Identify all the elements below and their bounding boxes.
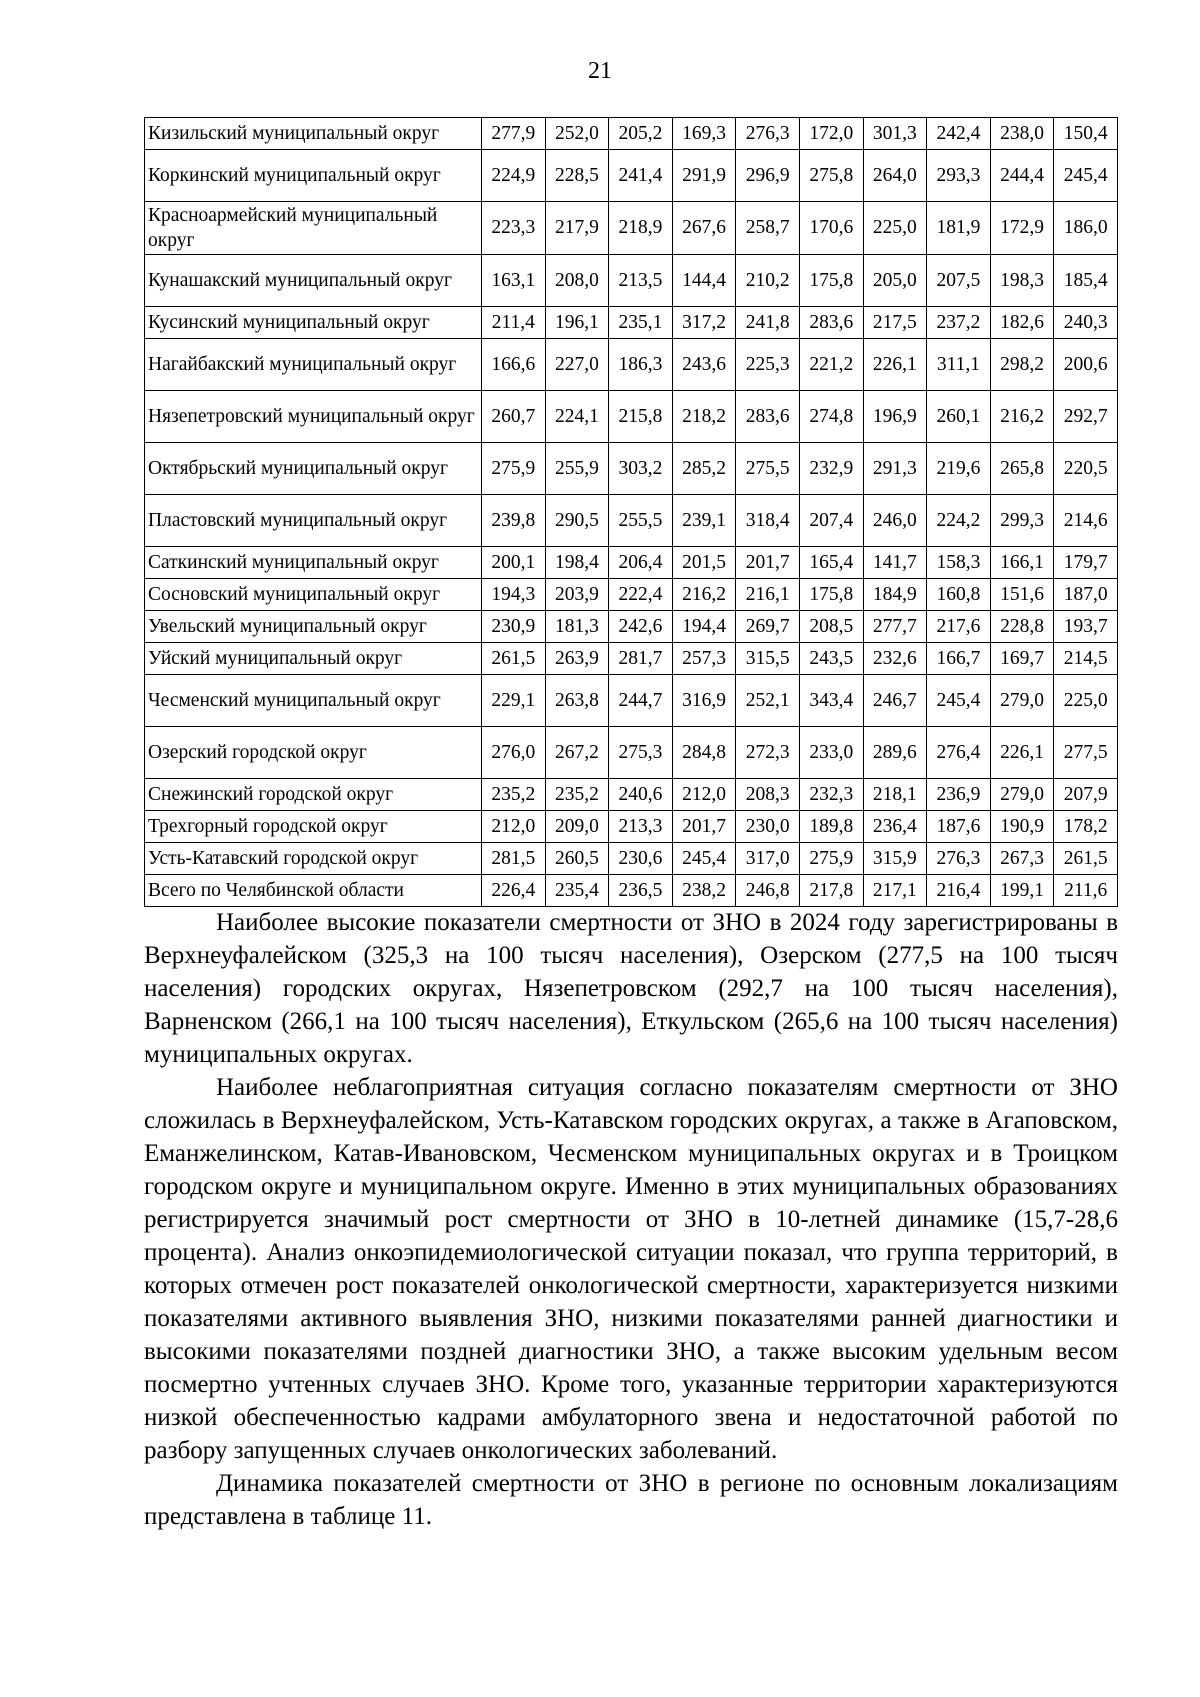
value-cell: 216,4 (927, 875, 991, 907)
value-cell: 269,7 (736, 611, 800, 643)
value-cell: 275,9 (799, 843, 863, 875)
value-cell: 201,5 (672, 547, 736, 579)
municipality-name-cell: Нязепетровский муниципальный округ (145, 391, 482, 443)
value-cell: 219,6 (927, 443, 991, 495)
value-cell: 213,3 (609, 811, 673, 843)
value-cell: 246,0 (863, 495, 927, 547)
value-cell: 225,0 (863, 202, 927, 255)
paragraph-unfavorable-situation: Наиболее неблагоприятная ситуация согласно показателям смертности от ЗНО сложилась в Верхнеуфалейском, Усть-Катавском городских округах, а также в Агаповском, Еманжелинском, Катав-Ивановском, Чесменском муниципальных округах и в Троицком городском округе и муниципальном округе. Именно в этих муниципальных образованиях регистрируется значимый рост смертности от ЗНО в 10-летней динамике (15,7-28,6 процента). Анализ онкоэпидемиологической ситуации показал, что группа территорий, в которых отмечен рост показателей онкологической смертности, характеризуется низкими показателями активного выявления ЗНО, низкими показателями ранней диагностики и высокими показателями поздней диагностики ЗНО, а также высоким удельным весом посмертно учтенных случаев ЗНО. Кроме того, указанные территории характеризуются низкой обеспеченностью кадрами амбулаторного звена и недостаточной работой по разбору запущенных случаев онкологических заболеваний. (144, 1074, 1118, 1464)
value-cell: 276,0 (482, 727, 546, 779)
value-cell: 165,4 (799, 547, 863, 579)
value-cell: 196,1 (545, 307, 609, 339)
value-cell: 235,2 (482, 779, 546, 811)
value-cell: 150,4 (1054, 118, 1118, 150)
value-cell: 211,6 (1054, 875, 1118, 907)
value-cell: 263,8 (545, 675, 609, 727)
value-cell: 217,5 (863, 307, 927, 339)
value-cell: 169,7 (990, 643, 1054, 675)
municipality-name-cell: Всего по Челябинской области (145, 875, 482, 907)
value-cell: 184,9 (863, 579, 927, 611)
value-cell: 232,9 (799, 443, 863, 495)
value-cell: 267,6 (672, 202, 736, 255)
value-cell: 229,1 (482, 675, 546, 727)
municipality-name-cell: Коркинский муниципальный округ (145, 150, 482, 202)
value-cell: 221,2 (799, 339, 863, 391)
value-cell: 215,8 (609, 391, 673, 443)
value-cell: 264,0 (863, 150, 927, 202)
value-cell: 201,7 (672, 811, 736, 843)
value-cell: 185,4 (1054, 255, 1118, 307)
page-number: 21 (588, 58, 612, 84)
value-cell: 209,0 (545, 811, 609, 843)
value-cell: 292,7 (1054, 391, 1118, 443)
value-cell: 293,3 (927, 150, 991, 202)
table-row (145, 339, 1118, 391)
value-cell: 207,5 (927, 255, 991, 307)
table-row (145, 118, 1118, 150)
value-cell: 187,6 (927, 811, 991, 843)
value-cell: 144,4 (672, 255, 736, 307)
value-cell: 255,5 (609, 495, 673, 547)
value-cell: 241,8 (736, 307, 800, 339)
municipality-name-cell: Озерский городской округ (145, 727, 482, 779)
paragraph-highest-mortality: Наиболее высокие показатели смертности от ЗНО в 2024 году зарегистрированы в Верхнеуфалейском (325,3 на 100 тысяч населения), Озерском (277,5 на 100 тысяч населения) городских округах, Нязепетровском (292,7 на 100 тысяч населения), Варненском (266,1 на 100 тысяч населения), Еткульском (265,6 на 100 тысяч населения) муниципальных округах. (144, 909, 1118, 1068)
value-cell: 208,5 (799, 611, 863, 643)
value-cell: 175,8 (799, 579, 863, 611)
value-cell: 210,2 (736, 255, 800, 307)
municipality-name-cell: Саткинский муниципальный округ (145, 547, 482, 579)
value-cell: 206,4 (609, 547, 673, 579)
value-cell: 316,9 (672, 675, 736, 727)
value-cell: 242,4 (927, 118, 991, 150)
value-cell: 290,5 (545, 495, 609, 547)
paragraph-dynamics-reference: Динамика показателей смертности от ЗНО в регионе по основным локализациям представлена в таблице 11. (144, 1470, 1118, 1530)
value-cell: 230,9 (482, 611, 546, 643)
value-cell: 299,3 (990, 495, 1054, 547)
value-cell: 317,2 (672, 307, 736, 339)
value-cell: 225,0 (1054, 675, 1118, 727)
value-cell: 276,3 (927, 843, 991, 875)
value-cell: 214,5 (1054, 643, 1118, 675)
value-cell: 267,2 (545, 727, 609, 779)
value-cell: 315,9 (863, 843, 927, 875)
value-cell: 283,6 (799, 307, 863, 339)
value-cell: 175,8 (799, 255, 863, 307)
municipality-name-cell: Чесменский муниципальный округ (145, 675, 482, 727)
value-cell: 260,5 (545, 843, 609, 875)
value-cell: 246,7 (863, 675, 927, 727)
value-cell: 181,9 (927, 202, 991, 255)
value-cell: 275,3 (609, 727, 673, 779)
value-cell: 343,4 (799, 675, 863, 727)
value-cell: 214,6 (1054, 495, 1118, 547)
municipality-name-cell: Нагайбакский муниципальный округ (145, 339, 482, 391)
value-cell: 225,3 (736, 339, 800, 391)
value-cell: 318,4 (736, 495, 800, 547)
value-cell: 187,0 (1054, 579, 1118, 611)
value-cell: 218,1 (863, 779, 927, 811)
value-cell: 198,3 (990, 255, 1054, 307)
value-cell: 281,5 (482, 843, 546, 875)
table-row (145, 202, 1118, 255)
value-cell: 207,9 (1054, 779, 1118, 811)
table-row (145, 643, 1118, 675)
value-cell: 212,0 (672, 779, 736, 811)
value-cell: 260,7 (482, 391, 546, 443)
value-cell: 160,8 (927, 579, 991, 611)
value-cell: 243,5 (799, 643, 863, 675)
value-cell: 276,4 (927, 727, 991, 779)
value-cell: 291,3 (863, 443, 927, 495)
table-row (145, 547, 1118, 579)
value-cell: 242,6 (609, 611, 673, 643)
value-cell: 303,2 (609, 443, 673, 495)
value-cell: 244,4 (990, 150, 1054, 202)
value-cell: 186,3 (609, 339, 673, 391)
value-cell: 228,8 (990, 611, 1054, 643)
value-cell: 158,3 (927, 547, 991, 579)
body-text (144, 906, 1118, 1533)
value-cell: 240,6 (609, 779, 673, 811)
value-cell: 279,0 (990, 779, 1054, 811)
municipality-name-cell: Уйский муниципальный округ (145, 643, 482, 675)
value-cell: 205,2 (609, 118, 673, 150)
value-cell: 283,6 (736, 391, 800, 443)
value-cell: 224,9 (482, 150, 546, 202)
value-cell: 151,6 (990, 579, 1054, 611)
municipality-name-cell: Кусинский муниципальный округ (145, 307, 482, 339)
value-cell: 252,0 (545, 118, 609, 150)
value-cell: 311,1 (927, 339, 991, 391)
value-cell: 216,2 (990, 391, 1054, 443)
table-row (145, 675, 1118, 727)
municipality-name-cell: Трехгорный городской округ (145, 811, 482, 843)
value-cell: 172,0 (799, 118, 863, 150)
table-row (145, 579, 1118, 611)
value-cell: 194,4 (672, 611, 736, 643)
municipality-name-cell: Красноармейский муниципальный округ (145, 202, 482, 255)
value-cell: 201,7 (736, 547, 800, 579)
table-row (145, 611, 1118, 643)
value-cell: 277,7 (863, 611, 927, 643)
value-cell: 216,2 (672, 579, 736, 611)
table-row (145, 255, 1118, 307)
value-cell: 284,8 (672, 727, 736, 779)
value-cell: 232,6 (863, 643, 927, 675)
value-cell: 141,7 (863, 547, 927, 579)
value-cell: 218,9 (609, 202, 673, 255)
value-cell: 212,0 (482, 811, 546, 843)
value-cell: 200,6 (1054, 339, 1118, 391)
mortality-table (144, 117, 1118, 907)
value-cell: 226,4 (482, 875, 546, 907)
value-cell: 217,9 (545, 202, 609, 255)
value-cell: 263,9 (545, 643, 609, 675)
table-row (145, 843, 1118, 875)
value-cell: 236,9 (927, 779, 991, 811)
value-cell: 199,1 (990, 875, 1054, 907)
value-cell: 198,4 (545, 547, 609, 579)
value-cell: 208,3 (736, 779, 800, 811)
value-cell: 166,6 (482, 339, 546, 391)
value-cell: 216,1 (736, 579, 800, 611)
value-cell: 194,3 (482, 579, 546, 611)
value-cell: 236,5 (609, 875, 673, 907)
table-row (145, 495, 1118, 547)
value-cell: 172,9 (990, 202, 1054, 255)
value-cell: 217,8 (799, 875, 863, 907)
value-cell: 208,0 (545, 255, 609, 307)
value-cell: 179,7 (1054, 547, 1118, 579)
value-cell: 265,8 (990, 443, 1054, 495)
municipality-name-cell: Увельский муниципальный округ (145, 611, 482, 643)
table-row (145, 443, 1118, 495)
table-row (145, 811, 1118, 843)
value-cell: 226,1 (990, 727, 1054, 779)
value-cell: 277,9 (482, 118, 546, 150)
value-cell: 275,5 (736, 443, 800, 495)
value-cell: 252,1 (736, 675, 800, 727)
table-row (145, 875, 1118, 907)
value-cell: 245,4 (1054, 150, 1118, 202)
value-cell: 267,3 (990, 843, 1054, 875)
value-cell: 230,0 (736, 811, 800, 843)
value-cell: 279,0 (990, 675, 1054, 727)
value-cell: 189,8 (799, 811, 863, 843)
municipality-name-cell: Октябрьский муниципальный округ (145, 443, 482, 495)
value-cell: 235,4 (545, 875, 609, 907)
value-cell: 301,3 (863, 118, 927, 150)
value-cell: 213,5 (609, 255, 673, 307)
value-cell: 276,3 (736, 118, 800, 150)
value-cell: 285,2 (672, 443, 736, 495)
value-cell: 217,6 (927, 611, 991, 643)
value-cell: 275,9 (482, 443, 546, 495)
value-cell: 232,3 (799, 779, 863, 811)
value-cell: 238,0 (990, 118, 1054, 150)
value-cell: 181,3 (545, 611, 609, 643)
value-cell: 182,6 (990, 307, 1054, 339)
value-cell: 224,1 (545, 391, 609, 443)
value-cell: 166,1 (990, 547, 1054, 579)
value-cell: 227,0 (545, 339, 609, 391)
value-cell: 218,2 (672, 391, 736, 443)
municipality-name-cell: Сосновский муниципальный округ (145, 579, 482, 611)
value-cell: 163,1 (482, 255, 546, 307)
value-cell: 170,6 (799, 202, 863, 255)
value-cell: 258,7 (736, 202, 800, 255)
value-cell: 169,3 (672, 118, 736, 150)
value-cell: 274,8 (799, 391, 863, 443)
value-cell: 217,1 (863, 875, 927, 907)
value-cell: 272,3 (736, 727, 800, 779)
value-cell: 205,0 (863, 255, 927, 307)
value-cell: 223,3 (482, 202, 546, 255)
value-cell: 233,0 (799, 727, 863, 779)
table-row (145, 779, 1118, 811)
value-cell: 261,5 (482, 643, 546, 675)
value-cell: 200,1 (482, 547, 546, 579)
municipality-name-cell: Снежинский городской округ (145, 779, 482, 811)
table-row (145, 391, 1118, 443)
value-cell: 235,1 (609, 307, 673, 339)
value-cell: 239,1 (672, 495, 736, 547)
value-cell: 245,4 (672, 843, 736, 875)
value-cell: 222,4 (609, 579, 673, 611)
value-cell: 244,7 (609, 675, 673, 727)
value-cell: 260,1 (927, 391, 991, 443)
table-row (145, 727, 1118, 779)
value-cell: 246,8 (736, 875, 800, 907)
municipality-name-cell: Усть-Катавский городской округ (145, 843, 482, 875)
table-row (145, 307, 1118, 339)
value-cell: 275,8 (799, 150, 863, 202)
value-cell: 296,9 (736, 150, 800, 202)
value-cell: 298,2 (990, 339, 1054, 391)
value-cell: 243,6 (672, 339, 736, 391)
value-cell: 289,6 (863, 727, 927, 779)
value-cell: 196,9 (863, 391, 927, 443)
value-cell: 211,4 (482, 307, 546, 339)
value-cell: 315,5 (736, 643, 800, 675)
value-cell: 220,5 (1054, 443, 1118, 495)
value-cell: 317,0 (736, 843, 800, 875)
municipality-name-cell: Кунашакский муниципальный округ (145, 255, 482, 307)
municipality-name-cell: Кизильский муниципальный округ (145, 118, 482, 150)
value-cell: 207,4 (799, 495, 863, 547)
value-cell: 257,3 (672, 643, 736, 675)
value-cell: 236,4 (863, 811, 927, 843)
value-cell: 238,2 (672, 875, 736, 907)
value-cell: 291,9 (672, 150, 736, 202)
table-row (145, 150, 1118, 202)
value-cell: 193,7 (1054, 611, 1118, 643)
value-cell: 224,2 (927, 495, 991, 547)
value-cell: 261,5 (1054, 843, 1118, 875)
value-cell: 237,2 (927, 307, 991, 339)
value-cell: 240,3 (1054, 307, 1118, 339)
value-cell: 226,1 (863, 339, 927, 391)
value-cell: 228,5 (545, 150, 609, 202)
value-cell: 281,7 (609, 643, 673, 675)
value-cell: 178,2 (1054, 811, 1118, 843)
value-cell: 230,6 (609, 843, 673, 875)
value-cell: 277,5 (1054, 727, 1118, 779)
value-cell: 203,9 (545, 579, 609, 611)
municipality-name-cell: Пластовский муниципальный округ (145, 495, 482, 547)
value-cell: 166,7 (927, 643, 991, 675)
value-cell: 255,9 (545, 443, 609, 495)
value-cell: 190,9 (990, 811, 1054, 843)
value-cell: 245,4 (927, 675, 991, 727)
value-cell: 235,2 (545, 779, 609, 811)
value-cell: 186,0 (1054, 202, 1118, 255)
value-cell: 239,8 (482, 495, 546, 547)
value-cell: 241,4 (609, 150, 673, 202)
